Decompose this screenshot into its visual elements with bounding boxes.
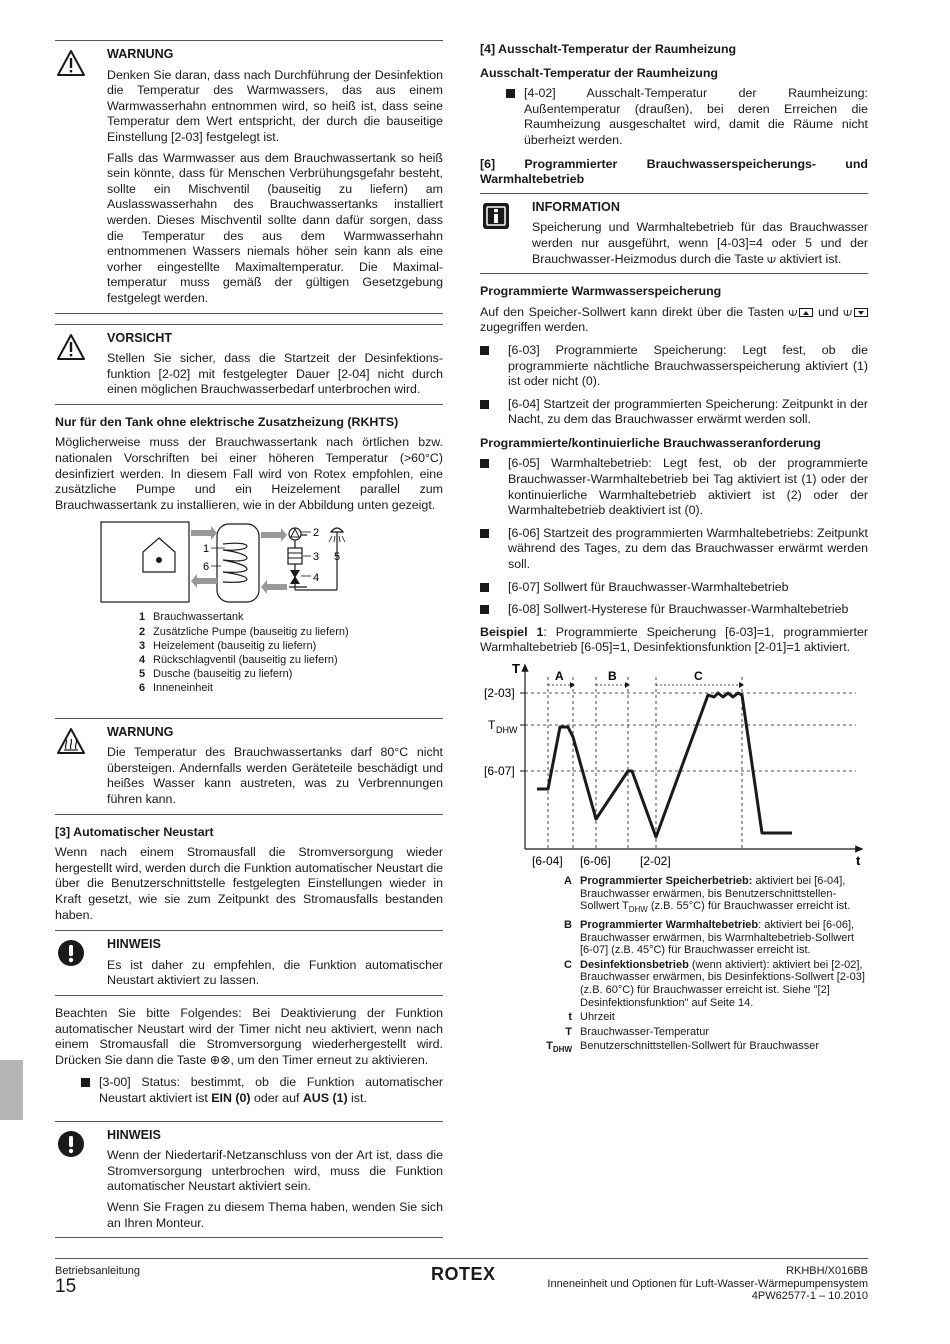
x-label-6-04: [6-04]: [532, 854, 563, 868]
graph-legend-text: Brauchwasser-Temperatur: [580, 1025, 709, 1038]
section-heading-4: [4] Ausschalt-Temperatur der Raumheizung: [480, 42, 737, 56]
y-axis-label: T: [512, 663, 520, 676]
zone-label-a: A: [555, 669, 564, 683]
diagram-label: 4: [313, 572, 320, 585]
right-column: [480, 40, 868, 1059]
example-body: : Programmierte Speicherung [6-03]=1, programmierter Warmhaltebetrieb [6-05]=1, Desinfektionsfunktion [2-01]=1 aktiviert.: [480, 624, 869, 655]
y-label-tdhw-sub: DHW: [496, 725, 518, 735]
diagram-label: 5: [334, 551, 341, 564]
notice-title: WARNUNG: [107, 47, 174, 61]
graph-legend-bold: Desinfektionsbetrieb: [580, 958, 689, 971]
legend-key: 6: [139, 682, 146, 695]
graph-legend-key: B: [564, 918, 572, 931]
notice-text: Denken Sie daran, dass nach Durchführung der Desinfektion die Temperatur des Warmwassers, das aus einem Warmwasserhahn entnommen wird, so heiß ist, dass seine Temperatur dem Wert entspricht, der durch die bauseitige Einstellung [2-03] festgelegt ist.: [107, 67, 443, 144]
x-axis-label: t: [856, 853, 861, 868]
caution-box: [55, 324, 443, 405]
diagram-label: 3: [313, 551, 320, 564]
legend-row: [139, 681, 443, 695]
subheading: Programmierte Warmwasserspeicherung: [480, 284, 722, 299]
x-label-6-06: [6-06]: [580, 854, 611, 868]
graph-legend-key: C: [564, 958, 572, 971]
graph-legend-text: (wenn aktiviert): aktiviert bei [2-02], Brauchwasser erwärmen, bis Desinfektions-Sollwert [2-03] (z.B. 60°C) für Brauchwasser erreicht ist. Siehe "[2] Desinfektionsfunktion" auf Seite 14.: [580, 958, 865, 1009]
diagram-legend: [139, 610, 443, 695]
example-text: [480, 625, 868, 656]
bullet-text: [3-00] Status: bestimmt, ob die Funktion automatischer Neustart aktiviert ist: [99, 1075, 443, 1105]
hint-box-low-tariff: [55, 1121, 443, 1239]
legend-value: Brauchwassertank: [153, 611, 244, 624]
graph-legend-value: Benutzerschnittstellen-Sollwert für Brauchwasser: [580, 1040, 820, 1053]
bullet-list: [480, 456, 868, 617]
x-label-2-02: [2-02]: [640, 854, 671, 868]
graph-legend: [536, 875, 868, 1057]
notice-text: Speicherung und Warmhaltebetrieb für das Brauchwasser werden nur ausgeführt, wenn [4-03]=4 oder 5 und der Brauchwasser-Heizmodus durch die Taste ⟒ aktiviert ist.: [532, 220, 868, 266]
temperature-time-graph: [480, 663, 868, 875]
hint-box-restart: [55, 930, 443, 996]
legend-value: Heizelement (bauseitig zu liefern): [153, 639, 317, 652]
footer-doc-info: [547, 1265, 868, 1303]
setting-bullet-3-00: [55, 1075, 443, 1106]
bullet-list: [480, 343, 868, 428]
graph-legend-value: [580, 1011, 868, 1024]
bullet-text: ist.: [347, 1090, 367, 1105]
legend-key: 5: [139, 668, 146, 681]
notice-text: Es ist daher zu empfehlen, die Funktion automatischer Neustart aktiviert zu lassen.: [107, 957, 443, 988]
notice-text: Wenn der Niedertarif-Netzanschluss von der Art ist, dass die Stromversorgung unterbrochen wird, muss die Funktion automatischer Neustart aktiviert sein.: [107, 1148, 443, 1194]
exclamation-icon: [56, 1130, 86, 1158]
setting-bullet: [6-05] Warmhaltebetrieb: Legt fest, ob der programmierte Brauchwasser-Warmhaltebetrieb bei Tag aktiviert ist (1) oder der kontinuierliche Warmhaltebetrieb aktiviert ist (2) oder der Warmhaltebetrieb deaktiviert ist (0).: [480, 456, 868, 518]
y-label-2-03: [2-03]: [484, 686, 515, 700]
legend-key: 3: [139, 639, 146, 652]
setting-bullet-4-02: [4-02] Ausschalt-Temperatur der Raumheizung: Außentemperatur (draußen), bei deren Erreichen die Raumheizung ausgeschaltet wird, damit die Räume nicht überheizt werden.: [480, 86, 868, 148]
graph-legend-row: [536, 1040, 868, 1057]
up-key-icon: [799, 308, 813, 317]
information-icon: [481, 202, 511, 230]
caution-triangle-icon: [56, 333, 86, 361]
legend-value: Zusätzliche Pumpe (bauseitig zu liefern): [153, 625, 349, 638]
legend-row: [139, 625, 443, 639]
y-label-6-07: [6-07]: [484, 764, 515, 778]
graph-legend-value: [580, 1026, 868, 1039]
legend-value: Rückschlagventil (bauseitig zu liefern): [153, 654, 338, 667]
subheading: Programmierte/kontinuierliche Brauchwasseranforderung: [480, 435, 821, 450]
legend-row: [139, 667, 443, 681]
zone-label-b: B: [608, 669, 617, 683]
information-box: [480, 193, 868, 274]
notice-text: Falls das Warmwasser aus dem Brauchwassertank so heiß sein könnte, dass für Menschen Verbrühungsgefahr besteht, sollte ein Mischventil (bauseitig zu liefern) am Auslasswasserhahn des Brauchwassertanks installiert werden. Dieses Mischventil sollte dann dafür sorgen, dass die Temperatur des aus dem Warmwasserhahn entnommenen Wassers niemals höher sein kann als eine vorher eingestellte Maximaltemperatur. Die Maximal-temperatur muss gemäß der gültigen Gesetzgebung festgelegt werden.: [107, 150, 443, 305]
graph-legend-text: (z.B. 55°C) für Brauchwasser erreicht ist.: [647, 900, 851, 913]
notice-title: HINWEIS: [107, 937, 161, 952]
hot-surface-warning-icon: [56, 727, 86, 755]
section-heading-rkhts: Nur für den Tank ohne elektrische Zusatzheizung (RKHTS): [55, 414, 399, 429]
graph-legend-key: [536, 1040, 580, 1057]
bullet-bold: EIN (0): [211, 1090, 251, 1105]
zone-label-c: C: [694, 669, 703, 683]
setting-bullet: [6-06] Startzeit des programmierten Warmhaltebetriebs: Zeitpunkt während des Tages, zu dem das Brauchwasser erwärmt werden soll.: [480, 526, 868, 573]
graph-legend-bold: Programmierter Speicherbetrieb:: [580, 875, 753, 887]
diagram-label: 2: [313, 527, 320, 540]
graph-legend-key: T: [565, 1025, 572, 1038]
section-heading-6: [6] Programmierter Brauchwasserspeicherungs- und Warmhaltebetrieb: [480, 156, 868, 187]
notice-text: Wenn Sie Fragen zu diesem Thema haben, wenden Sie sich an Ihren Monteur.: [107, 1199, 443, 1230]
graph-legend-key-sub: DHW: [552, 1045, 572, 1055]
margin-tab: [0, 1060, 23, 1120]
graph-legend-value: [580, 919, 868, 957]
legend-row: [139, 610, 443, 624]
footer-doc-type: Betriebsanleitung: [55, 1265, 141, 1277]
graph-legend-row: [536, 919, 868, 957]
temperature-curve: [537, 693, 792, 837]
tank-installation-diagram: [55, 520, 443, 604]
exclamation-icon: [56, 939, 86, 967]
warning-box-hot-surface: [55, 718, 443, 815]
graph-legend-key: t: [568, 1011, 572, 1024]
graph-legend-value: [580, 959, 868, 1009]
page-number: 15: [55, 1276, 77, 1297]
setting-bullet: [6-08] Sollwert-Hysterese für Brauchwasser-Warmhaltebetrieb: [480, 602, 868, 618]
footer-product: Inneneinheit und Optionen für Luft-Wasser-Wärmepumpensystem: [547, 1277, 868, 1290]
left-column: [55, 40, 443, 1248]
diagram-label: 1: [203, 543, 210, 556]
legend-value: Inneneinheit: [153, 682, 213, 695]
legend-row: [139, 653, 443, 667]
body-text-part: zugegriffen werden.: [480, 320, 589, 335]
bullet-bold: AUS (1): [302, 1090, 348, 1105]
body-text: Beachten Sie bitte Folgendes: Bei Deaktivierung der Funktion automatischer Neustart wird der Timer nicht neu aktiviert, wenn nach einem Stromausfall die Stromversorgung wiederhergestellt wird. Drücken Sie dann die Taste ⊕⊗, um den Timer erneut zu aktivieren.: [55, 1005, 443, 1067]
body-text: [480, 305, 868, 336]
body-text: Wenn nach einem Stromausfall die Stromversorgung wieder hergestellt wird, werden durch die Funktion automatischer Neustart die über die Benutzerschnittstelle festgelegten Einstellungen wieder in Kraft gesetzt, wie sie zum Zeitpunkt des Stromausfalls bestanden haben.: [55, 845, 443, 922]
notice-text: Die Temperatur des Brauchwassertanks darf 80°C nicht übersteigen. Andernfalls werden Geräteteile beschädigt und heißes Wasser kann austreten, was zu Verbrennungen führen kann.: [107, 745, 443, 807]
setting-bullet: [6-03] Programmierte Speicherung: Legt fest, ob die programmierte nächtliche Brauchwasserspeicherung aktiviert (1) ist oder nicht (0).: [480, 343, 868, 390]
y-label-tdhw: T: [488, 718, 496, 732]
graph-legend-bold: Programmierter Warmhaltebetrieb: [580, 918, 759, 931]
body-text-part: Auf den Speicher-Sollwert kann direkt über die Tasten ⟒: [480, 304, 798, 319]
graph-legend-text: : aktiviert bei [6-06], Brauchwasser erwärmen, bis Warmhaltebetrieb-Sollwert [6-07] (z.B. 45°C) für Brauchwasser erreicht ist.: [580, 918, 855, 957]
legend-row: [139, 639, 443, 653]
setting-bullet: [6-07] Sollwert für Brauchwasser-Warmhaltebetrieb: [480, 580, 868, 596]
brand-logo: ROTEX: [431, 1264, 496, 1284]
graph-legend-row: [536, 875, 868, 917]
warning-box-disinfection: [55, 40, 443, 314]
notice-text: Stellen Sie sicher, dass die Startzeit der Desinfektions-funktion [2-02] mit festgelegter Dauer [2-04] nicht durch einen möglichen Brauchwasserbedarf unterbrochen wird.: [107, 351, 443, 397]
bullet-text: oder auf: [250, 1090, 303, 1105]
page-footer: [55, 1258, 868, 1302]
legend-value: Dusche (bauseitig zu liefern): [153, 668, 293, 681]
graph-legend-key-main: T: [546, 1040, 553, 1053]
graph-legend-row: [536, 1011, 868, 1024]
subheading: Ausschalt-Temperatur der Raumheizung: [480, 65, 718, 80]
footer-model: RKHBH/X016BB: [786, 1265, 868, 1277]
graph-legend-value: [580, 875, 868, 917]
legend-key: 1: [139, 611, 146, 624]
warning-triangle-icon: [56, 49, 86, 77]
diagram-label: 6: [203, 561, 210, 574]
section-heading-restart: [3] Automatischer Neustart: [55, 824, 214, 839]
graph-legend-sub: DHW: [628, 905, 648, 915]
graph-legend-text: aktiviert bei [6-04], Brauchwasser erwärmen, bis Benutzerschnittstellen-Sollwert T: [580, 875, 846, 913]
down-key-icon: [854, 308, 868, 317]
setting-bullet: [6-04] Startzeit der programmierten Speicherung: Zeitpunkt in der Nacht, zu dem das Brauchwasser erwärmt werden soll.: [480, 397, 868, 428]
legend-key: 2: [139, 625, 146, 638]
legend-key: 4: [139, 654, 146, 667]
body-text: Möglicherweise muss der Brauchwassertank nach örtlichen bzw. nationalen Vorschriften bei einer höheren Temperatur (>60°C) desinfiziert werden. In diesem Fall wird von Rotex empfohlen, eine zusätzliche Pumpe und ein Heizelement parallel zum Brauchwassertank zu installieren, wie in der Abbildung unten gezeigt.: [55, 435, 443, 512]
notice-title: INFORMATION: [532, 199, 620, 214]
body-text-part: und ⟒: [813, 304, 852, 319]
footer-doc-number: 4PW62577-1 – 10.2010: [751, 1290, 868, 1302]
graph-legend-row: [536, 1026, 868, 1039]
notice-title: VORSICHT: [107, 330, 173, 345]
graph-legend-key: A: [564, 875, 572, 887]
notice-title: HINWEIS: [107, 1127, 161, 1142]
graph-legend-row: [536, 959, 868, 1009]
notice-title: WARNUNG: [107, 724, 174, 739]
graph-legend-text: Uhrzeit: [580, 1011, 615, 1024]
example-label: Beispiel 1: [480, 624, 544, 639]
